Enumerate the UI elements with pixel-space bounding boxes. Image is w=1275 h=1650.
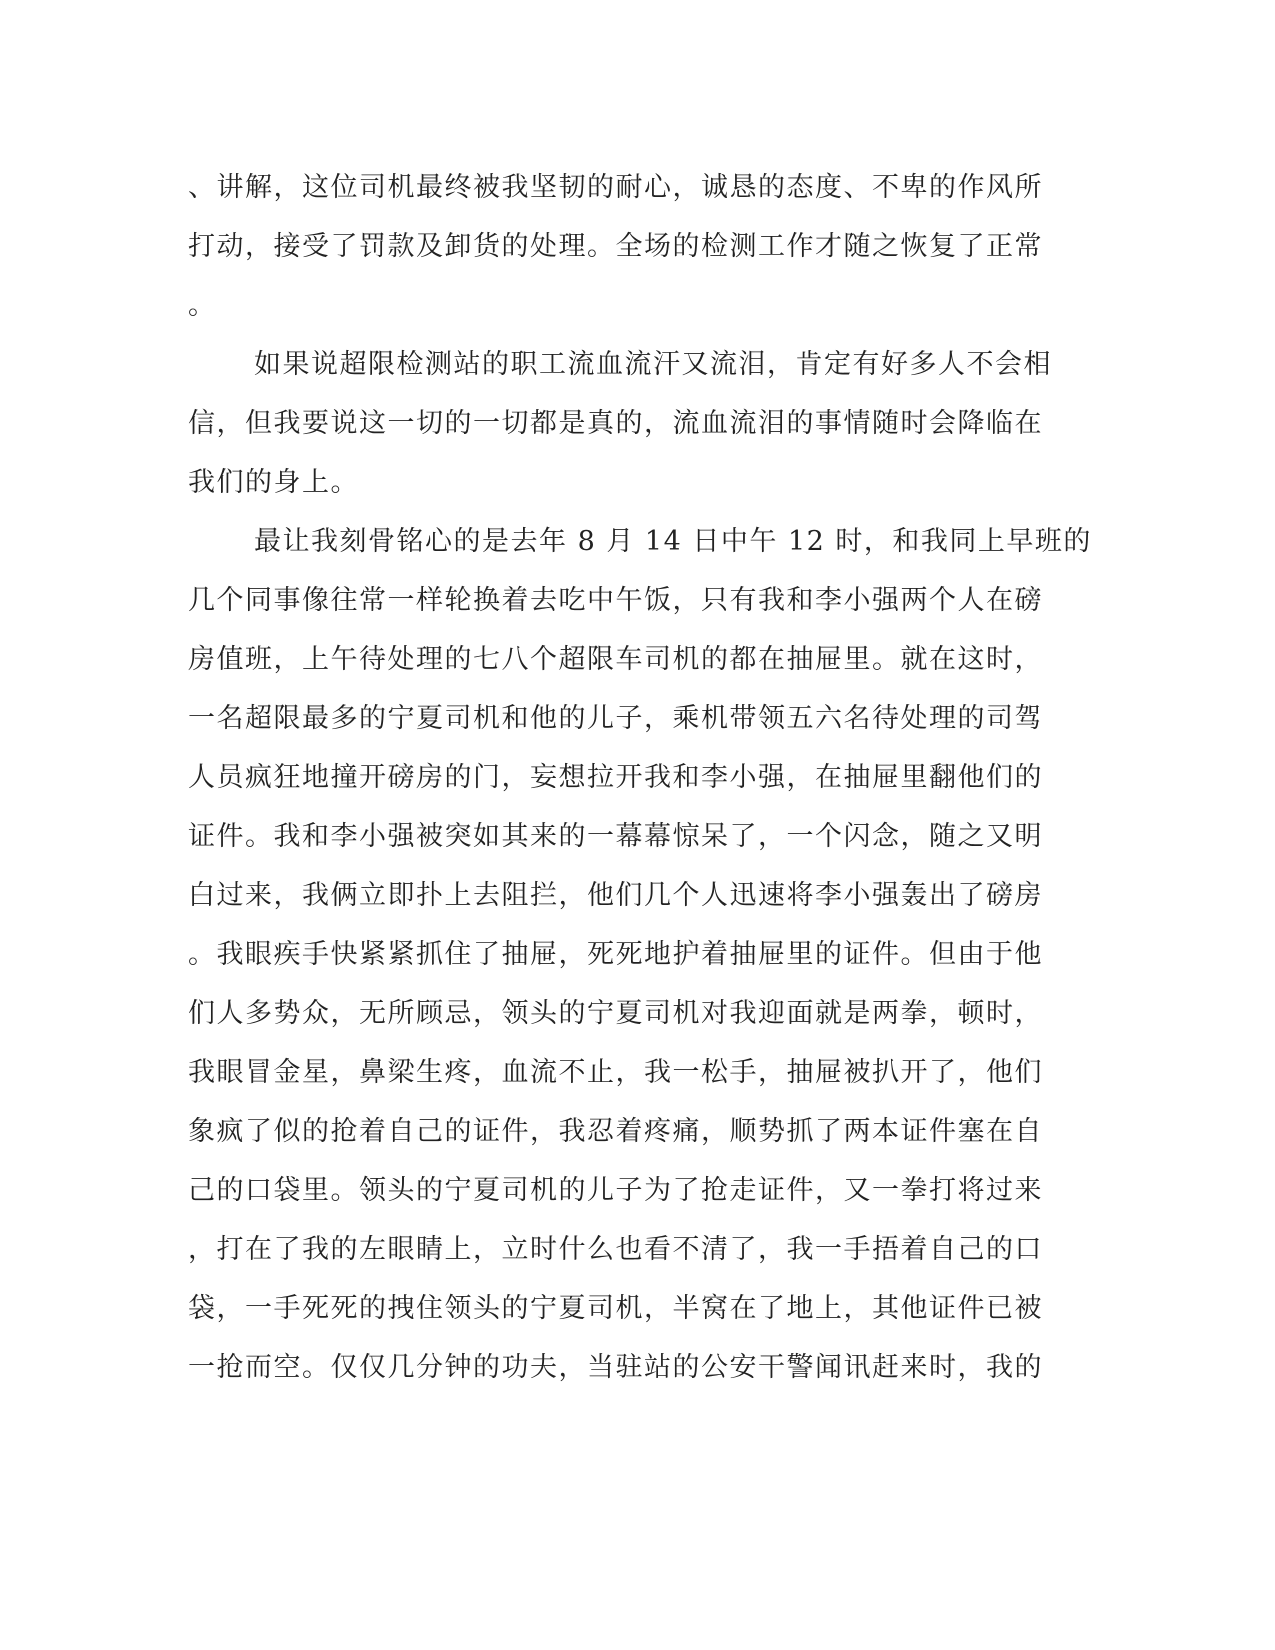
text-line: 我们的身上。	[188, 467, 359, 498]
text-line: 、讲解，这位司机最终被我坚韧的耐心，诚恳的态度、不卑的作风所	[188, 172, 1043, 203]
text-line: ，打在了我的左眼睛上，立时什么也看不清了，我一手捂着自己的口	[188, 1234, 1043, 1265]
text-line: 己的口袋里。领头的宁夏司机的儿子为了抢走证件，又一拳打将过来	[188, 1175, 1043, 1206]
text-line: 信，但我要说这一切的一切都是真的，流血流泪的事情随时会降临在	[188, 408, 1043, 439]
text-line: 几个同事像往常一样轮换着去吃中午饭，只有我和李小强两个人在磅	[188, 585, 1043, 616]
text-line: 证件。我和李小强被突如其来的一幕幕惊呆了，一个闪念，随之又明	[188, 821, 1043, 852]
text-line: 人员疯狂地撞开磅房的门，妄想拉开我和李小强，在抽屉里翻他们的	[188, 762, 1043, 793]
text-line: 。	[188, 290, 217, 321]
text-line: 们人多势众，无所顾忌，领头的宁夏司机对我迎面就是两拳，顿时，	[188, 998, 1043, 1029]
text-line: 白过来，我俩立即扑上去阻拦，他们几个人迅速将李小强轰出了磅房	[188, 880, 1043, 911]
text-line: 打动，接受了罚款及卸货的处理。全场的检测工作才随之恢复了正常	[188, 231, 1043, 262]
text-line: 象疯了似的抢着自己的证件，我忍着疼痛，顺势抓了两本证件塞在自	[188, 1116, 1043, 1147]
text-line: 。我眼疾手快紧紧抓住了抽屉，死死地护着抽屉里的证件。但由于他	[188, 939, 1043, 970]
text-line: 房值班，上午待处理的七八个超限车司机的都在抽屉里。就在这时，	[188, 644, 1043, 675]
text-line: 袋，一手死死的拽住领头的宁夏司机，半窝在了地上，其他证件已被	[188, 1293, 1043, 1324]
body-text	[188, 158, 1092, 1397]
paragraph-start-line: 最让我刻骨铭心的是去年 8 月 14 日中午 12 时，和我同上早班的	[254, 526, 1092, 557]
text-line: 一名超限最多的宁夏司机和他的儿子，乘机带领五六名待处理的司驾	[188, 703, 1043, 734]
text-line: 一抢而空。仅仅几分钟的功夫，当驻站的公安干警闻讯赶来时，我的	[188, 1352, 1043, 1383]
paragraph-start-line: 如果说超限检测站的职工流血流汗又流泪，肯定有好多人不会相	[254, 349, 1052, 380]
text-line: 我眼冒金星，鼻梁生疼，血流不止，我一松手，抽屉被扒开了，他们	[188, 1057, 1043, 1088]
